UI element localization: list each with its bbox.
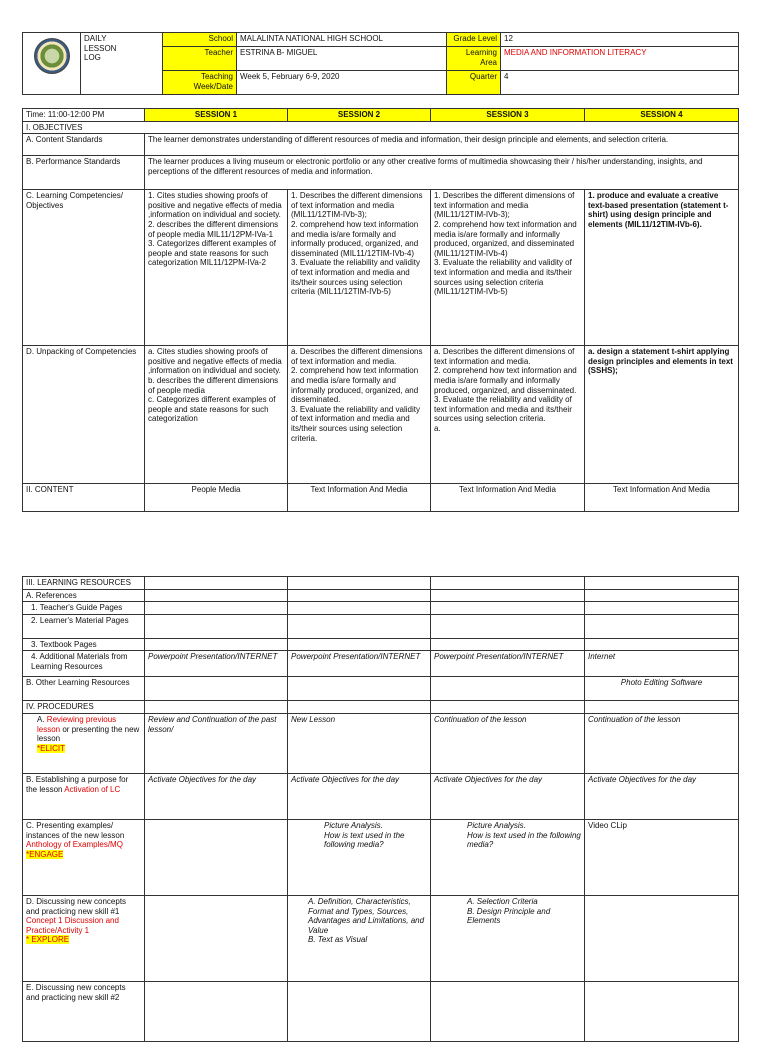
dll-line-2: LESSON <box>84 43 117 53</box>
learners-material-label: 2. Learner's Material Pages <box>23 614 145 638</box>
school-label: School <box>163 33 237 47</box>
objectives-table <box>22 108 739 512</box>
competencies-session-3: 1. Describes the different dimensions of text information and media (MIL11/12TIM-IVb-3); 2. comprehend how text information and media is/are formally and informally produced, organized, and disseminated (MIL11/12TIM-IVb-4) 3. Evaluate the reliability and validity of text information and media and its/their sources using selection criteria (MIL11/12TIM-IVb-5) <box>431 190 585 346</box>
school-value: MALALINTA NATIONAL HIGH SCHOOL <box>237 33 447 47</box>
content-label: II. CONTENT <box>23 484 145 512</box>
procedure-a-label <box>23 713 145 773</box>
teacher-label: Teacher <box>163 47 237 71</box>
area-value: MEDIA AND INFORMATION LITERACY <box>501 47 739 71</box>
procedure-c-session-4: Video CLip <box>585 819 739 895</box>
explore-tag: * EXPLORE <box>26 935 70 945</box>
procedure-b-label <box>23 773 145 819</box>
content-standards-label: A. Content Standards <box>23 134 145 156</box>
unpacking-label: D. Unpacking of Competencies <box>23 346 145 484</box>
procedure-d-item-a: A. Definition, Characteristics, Format and Types, Sources, Advantages and Limitations, and Value <box>308 896 425 935</box>
procedure-b-session-2: Activate Objectives for the day <box>288 773 431 819</box>
quarter-value: 4 <box>501 71 739 95</box>
textbook-label: 3. Textbook Pages <box>23 638 145 651</box>
performance-standards-text: The learner produces a living museum or electronic portfolio or any other creative forms of multimedia showcasing their / his/her understanding, insights, and perceptions of the different resources of media and information. <box>145 156 739 190</box>
additional-session-2: Powerpoint Presentation/INTERNET <box>288 651 431 677</box>
content-session-1: People Media <box>145 484 288 512</box>
procedure-b-session-4: Activate Objectives for the day <box>585 773 739 819</box>
procedure-a-session-4: Continuation of the lesson <box>585 713 739 773</box>
unpacking-session-2: a. Describes the different dimensions of text information and media. 2. comprehend how text information and media is/are formally and informally produced, organized, and disseminated. 3. Evaluate the reliability and validity of text information and media and its/their sources using selection criteria. <box>288 346 431 484</box>
procedure-b-session-3: Activate Objectives for the day <box>431 773 585 819</box>
session-3-header: SESSION 3 <box>431 109 585 122</box>
dll-line-1: DAILY <box>84 34 107 43</box>
resources-heading: III. LEARNING RESOURCES <box>23 577 145 590</box>
procedure-b-session-1: Activate Objectives for the day <box>145 773 288 819</box>
engage-tag: *ENGAGE <box>26 849 64 859</box>
procedure-c-red: Anthology of Examples/MQ <box>26 840 123 850</box>
content-standards-text: The learner demonstrates understanding of different resources of media and information, their design principle and elements, and selection criteria. <box>145 134 739 156</box>
procedure-d-session-2 <box>288 895 431 981</box>
procedure-d-session-3: A. Selection Criteria B. Design Principle and Elements <box>431 895 585 981</box>
procedures-table <box>22 576 739 1042</box>
procedure-a-prefix: A. <box>37 714 45 724</box>
time-cell: Time: 11:00-12:00 PM <box>23 109 145 122</box>
school-seal-logo <box>34 38 70 74</box>
grade-value: 12 <box>501 33 739 47</box>
procedure-c-session-2: Picture Analysis. How is text used in the following media? <box>288 819 431 895</box>
procedure-a-red: Reviewing previous lesson <box>37 714 117 734</box>
other-resources-label: B. Other Learning Resources <box>23 677 145 701</box>
procedure-a-session-2: New Lesson <box>288 713 431 773</box>
unpacking-session-4: a. design a statement t-shirt applying design principles and elements in text (SSHS); <box>585 346 739 484</box>
procedure-b-black: B. Establishing a purpose for the lesson <box>26 774 129 794</box>
elicit-tag: *ELICIT <box>37 743 66 753</box>
procedures-heading: IV. PROCEDURES <box>23 701 145 714</box>
procedure-a-session-3: Continuation of the lesson <box>431 713 585 773</box>
quarter-label: Quarter <box>447 71 501 95</box>
competencies-session-2: 1. Describes the different dimensions of text information and media (MIL11/12TIM-IVb-3); 2. comprehend how text information and media is/are formally and informally produced, organized, and disseminated (MIL11/12TIM-IVb-4) 3. Evaluate the reliability and validity of text information and media and its/their sources using selection criteria (MIL11/12TIM-IVb-5) <box>288 190 431 346</box>
competencies-session-1: 1. Cites studies showing proofs of positive and negative effects of media ,information on individual and society. 2. describes the different dimensions of people media MIL11/12PM-IVa-1 3. Categorizes different examples of people and state reasons for such categorization MIL11/12PM-IVa-2 <box>145 190 288 346</box>
week-value: Week 5, February 6-9, 2020 <box>237 71 447 95</box>
other-resources-session-4: Photo Editing Software <box>585 677 739 701</box>
competencies-session-4: 1. produce and evaluate a creative text-based presentation (statement t-shirt) using design principle and elements (MIL11/12TIM-IVb-6). <box>585 190 739 346</box>
performance-standards-label: B. Performance Standards <box>23 156 145 190</box>
session-1-header: SESSION 1 <box>145 109 288 122</box>
content-session-4: Text Information And Media <box>585 484 739 512</box>
teacher-value: ESTRINA B- MIGUEL <box>237 47 447 71</box>
procedure-d-item-b: B. Text as Visual <box>308 935 368 945</box>
additional-session-3: Powerpoint Presentation/INTERNET <box>431 651 585 677</box>
unpacking-session-3: a. Describes the different dimensions of text information and media. 2. comprehend how text information and media is/are formally and informally produced, organized, and disseminated. 3. Evaluate the reliability and validity of text information and media and its/their sources using selection criteria. a. <box>431 346 585 484</box>
week-label: Teaching Week/Date <box>163 71 237 95</box>
dll-title-cell <box>81 33 163 95</box>
procedure-c-black: C. Presenting examples/ instances of the new lesson <box>26 820 125 840</box>
grade-label: Grade Level <box>447 33 501 47</box>
additional-session-4: Internet <box>585 651 739 677</box>
teachers-guide-label: 1. Teacher's Guide Pages <box>23 602 145 615</box>
session-4-header: SESSION 4 <box>585 109 739 122</box>
additional-materials-label: 4. Additional Materials from Learning Resources <box>23 651 145 677</box>
unpacking-session-1: a. Cites studies showing proofs of positive and negative effects of media ,information on individual and society. b. describes the different dimensions of people media c. Categorizes different examples of people and state reasons for such categorization <box>145 346 288 484</box>
dll-line-3: LOG <box>84 53 101 63</box>
content-session-2: Text Information And Media <box>288 484 431 512</box>
references-label: A. References <box>23 589 145 602</box>
procedure-a-black: or presenting the new lesson <box>37 724 140 744</box>
procedure-d-label <box>23 895 145 981</box>
area-label: Learning Area <box>447 47 501 71</box>
procedure-c-session-3: Picture Analysis. How is text used in the following media? <box>431 819 585 895</box>
procedure-d-red: Concept 1 Discussion and Practice/Activity 1 <box>26 916 119 935</box>
procedure-e-label: E. Discussing new concepts and practicing new skill #2 <box>23 981 145 1041</box>
competencies-label: C. Learning Competencies/ Objectives <box>23 190 145 346</box>
procedure-b-red: Activation of LC <box>64 784 121 794</box>
procedure-d-black: D. Discussing new concepts and practicing new skill #1 <box>26 896 127 916</box>
session-2-header: SESSION 2 <box>288 109 431 122</box>
additional-session-1: Powerpoint Presentation/INTERNET <box>145 651 288 677</box>
procedure-a-session-1: Review and Continuation of the past lesson/ <box>145 713 288 773</box>
content-session-3: Text Information And Media <box>431 484 585 512</box>
procedure-c-label <box>23 819 145 895</box>
dll-header-table <box>22 32 739 95</box>
objectives-heading: I. OBJECTIVES <box>23 121 739 134</box>
school-seal-cell <box>23 33 81 95</box>
